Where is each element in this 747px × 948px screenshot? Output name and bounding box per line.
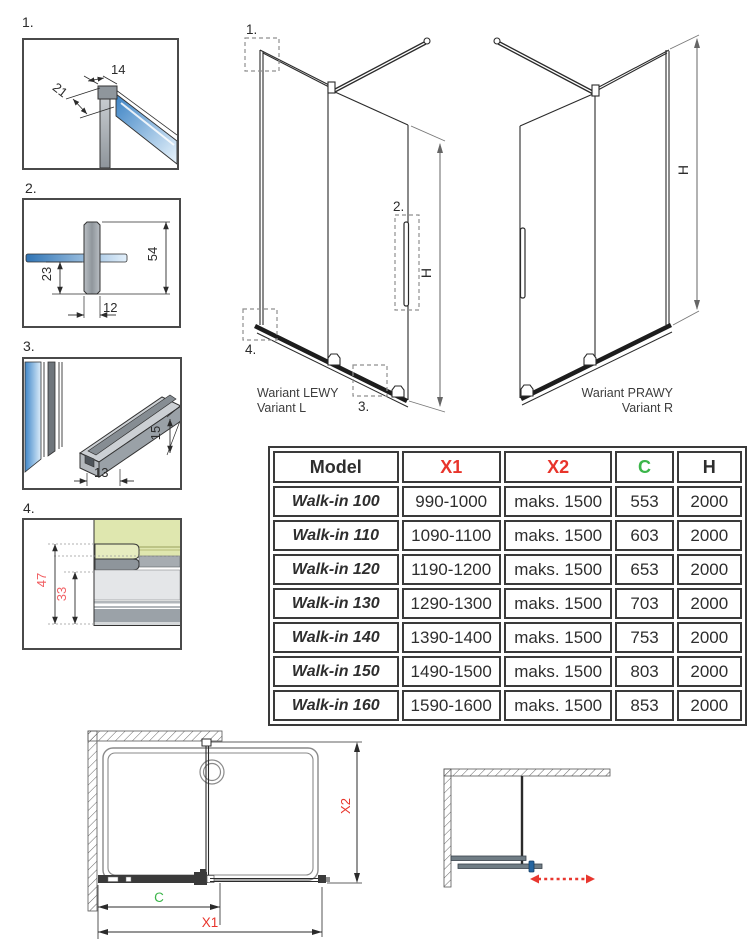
dim-47: 47 [34,572,49,588]
cell-x2: maks. 1500 [504,554,613,585]
col-header-x1: X1 [402,451,501,483]
bar-bracket [592,85,599,96]
detail-1 [22,38,179,170]
cell-x2: maks. 1500 [504,520,613,551]
col-header-model: Model [273,451,399,483]
height-dim-label: H [418,267,434,279]
cell-c: 753 [615,622,673,653]
cell-c: 653 [615,554,673,585]
table-row [273,486,742,517]
roller [584,354,596,365]
cell-x1: 1390-1400 [402,622,501,653]
cell-h: 2000 [677,690,742,721]
dim-54: 54 [145,246,160,262]
c-dim-label: C [154,890,164,905]
col-header-x2: X2 [504,451,613,483]
bar-bracket [328,82,335,93]
support-bar [494,38,599,96]
detail-3 [22,357,182,490]
glass-panel [25,362,62,472]
plan-top-view [80,725,382,948]
cell-model: Walk-in 110 [273,520,399,551]
cell-h: 2000 [677,554,742,585]
wall-bracket [202,739,211,746]
callout-1: 1. [246,22,258,37]
layer-section [94,520,180,626]
cell-x1: 1290-1300 [402,588,501,619]
cell-c: 703 [615,588,673,619]
detail-2-label: 2. [25,180,37,196]
cell-c: 853 [615,690,673,721]
dim-21: 21 [49,79,71,101]
wall-left [444,769,451,887]
variant-right-title: Wariant PRAWY [581,386,673,400]
col-header-c: C [615,451,673,483]
wall-top [444,769,610,776]
cell-h: 2000 [677,486,742,517]
dim-lines [98,742,362,939]
variant-left-drawing [238,14,460,416]
spec-table [268,446,747,726]
fixed-glass-plan [202,739,211,875]
cell-model: Walk-in 130 [273,588,399,619]
cell-c: 603 [615,520,673,551]
table-row [273,656,742,687]
handle-bar [84,222,100,294]
table-row [273,588,742,619]
col-header-h: H [677,451,742,483]
detail-4 [22,518,182,650]
cell-x1: 1590-1600 [402,690,501,721]
callout-4: 4. [245,342,257,357]
cell-c: 553 [615,486,673,517]
dim-arrows [98,742,360,935]
slide-direction-arrow [530,875,595,884]
variant-right-subtitle: Variant R [621,401,673,415]
cell-model: Walk-in 100 [273,486,399,517]
height-dimension [670,35,700,325]
cell-h: 2000 [677,656,742,687]
callout-3: 3. [358,399,370,414]
detail-3-drawing [24,359,180,488]
door-handle [404,222,409,306]
callout-box-1 [245,38,279,71]
detail-2 [22,198,181,328]
table-header-row [273,451,742,483]
wall-left [88,731,97,911]
dim-14: 14 [111,62,126,77]
cell-c: 803 [615,656,673,687]
dim-15: 15 [148,425,163,441]
cell-h: 2000 [677,622,742,653]
cell-model: Walk-in 140 [273,622,399,653]
dim-33: 33 [54,586,69,602]
seal-tongue [95,544,139,559]
callout-2: 2. [393,199,405,214]
cell-x1: 990-1000 [402,486,501,517]
support-bar [328,38,430,93]
dim-23: 23 [39,266,54,282]
cell-x2: maks. 1500 [504,588,613,619]
sliding-panel-plan [98,869,330,885]
cell-x1: 1090-1100 [402,520,501,551]
dim-13: 13 [94,465,109,480]
detail-1-label: 1. [22,14,34,30]
detail-4-label: 4. [23,500,35,516]
cell-model: Walk-in 120 [273,554,399,585]
cell-model: Walk-in 160 [273,690,399,721]
roller [328,354,340,365]
cell-h: 2000 [677,520,742,551]
cell-x1: 1490-1500 [402,656,501,687]
cell-x2: maks. 1500 [504,656,613,687]
detail-2-drawing [24,200,179,326]
detail-3-label: 3. [23,338,35,354]
table-row [273,622,742,653]
cell-x2: maks. 1500 [504,622,613,653]
table-row [273,554,742,585]
plan-side-view [428,758,673,893]
cell-x2: maks. 1500 [504,690,613,721]
x2-dim-label: X2 [338,798,353,814]
table-row [273,520,742,551]
cell-x1: 1190-1200 [402,554,501,585]
dim-12: 12 [103,300,118,315]
x1-dim-label: X1 [201,915,219,930]
cell-model: Walk-in 150 [273,656,399,687]
roller [521,385,533,396]
height-dimension [409,126,445,412]
roller [392,386,404,397]
handle-marker [529,861,534,872]
fixed-panel-bar [451,856,526,861]
glass-edges [260,50,408,400]
glass-panel [116,94,177,164]
profile-section [98,86,177,168]
variant-right-drawing [480,14,715,416]
cell-h: 2000 [677,588,742,619]
glass-panel [26,254,127,262]
detail-4-drawing [24,520,180,648]
cell-x2: maks. 1500 [504,486,613,517]
detail-1-drawing [24,40,177,168]
variant-left-title: Wariant LEWY [257,386,339,400]
height-dim-label: H [675,164,691,176]
table-row [273,690,742,721]
variant-left-subtitle: Variant L [257,401,307,415]
shower-tray [103,748,318,880]
glass-edges [520,50,669,398]
door-handle [521,228,526,298]
profile-cap [98,86,117,99]
